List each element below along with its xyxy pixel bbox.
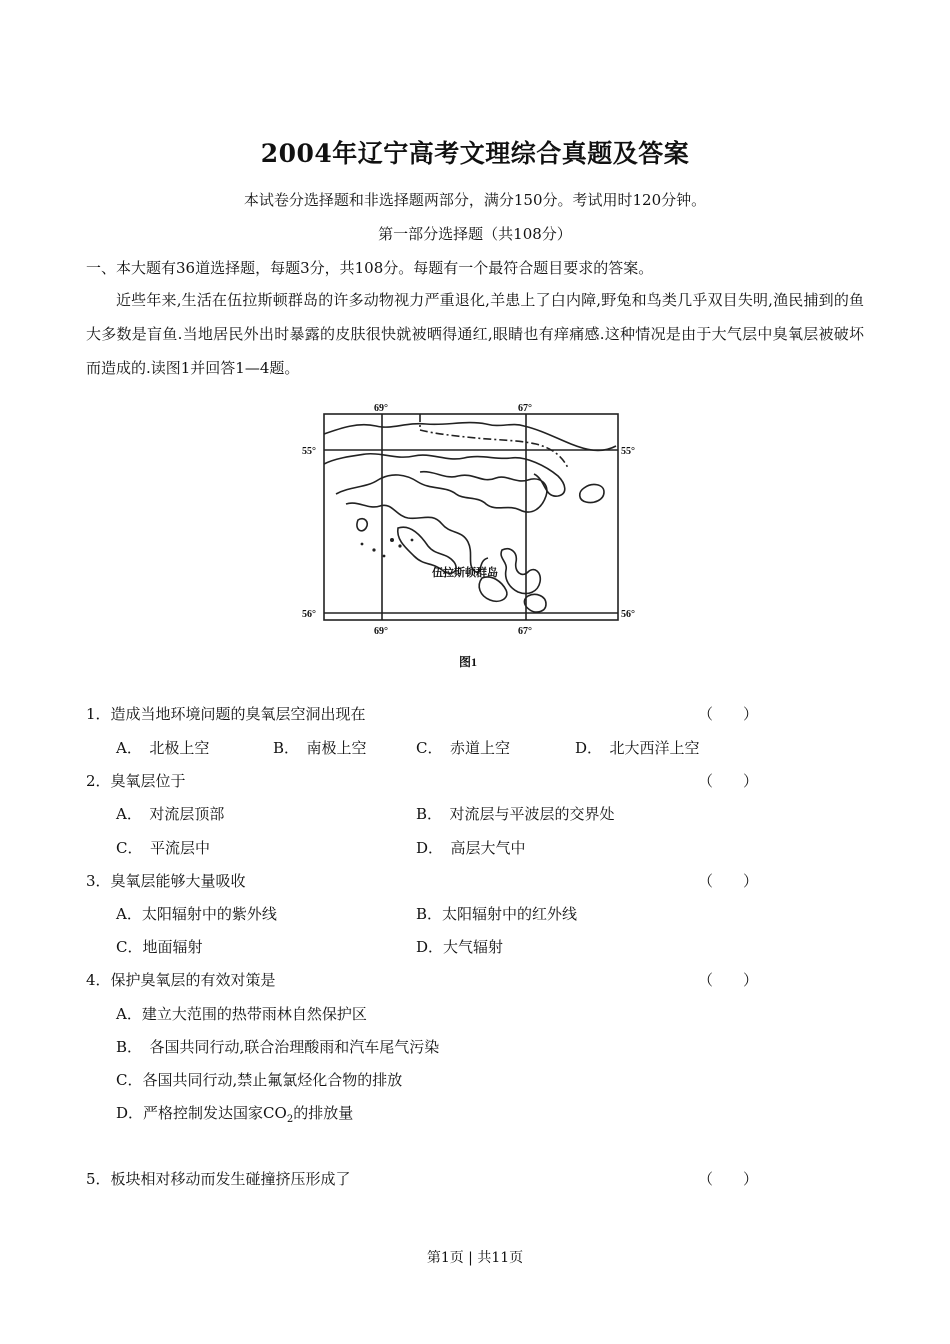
coastline-north — [324, 423, 616, 451]
answer-blank-2: （ ） — [698, 772, 759, 790]
island-outline-5 — [479, 577, 507, 601]
label-lon-69-bottom: 69° — [374, 626, 388, 637]
q3-option-c: C．地面辐射 — [116, 938, 203, 956]
islet-dot — [411, 539, 414, 542]
q2-option-c: C． 平流层中 — [116, 839, 210, 857]
label-lon-69-top: 69° — [374, 403, 388, 414]
islet-dot — [398, 544, 401, 547]
island-outline-4 — [501, 549, 540, 594]
label-lon-67-top: 67° — [518, 403, 532, 414]
q3-option-d: D．大气辐射 — [416, 938, 504, 956]
island-outline-8 — [357, 519, 367, 531]
page-title: 2004年辽宁高考文理综合真题及答案 — [260, 139, 690, 168]
q2-option-a: A． 对流层顶部 — [116, 805, 225, 823]
islet-dot — [372, 548, 375, 551]
islet-dot — [383, 555, 386, 558]
label-lat-56-right: 56° — [621, 609, 635, 620]
q1-option-d: D． 北大西洋上空 — [575, 739, 700, 757]
label-lat-55-left: 55° — [302, 446, 316, 457]
q4-option-c: C．各国共同行动,禁止氟氯烃化合物的排放 — [116, 1071, 403, 1089]
boundary-line — [420, 414, 568, 468]
answer-blank-4: （ ） — [698, 971, 759, 989]
q1-option-c: C． 赤道上空 — [416, 739, 510, 757]
q2-option-b: B． 对流层与平波层的交界处 — [416, 805, 615, 823]
q3-option-a: A．太阳辐射中的紫外线 — [116, 905, 277, 923]
q2-option-d: D． 高层大气中 — [416, 839, 526, 857]
page-footer: 第1页 | 共11页 — [426, 1250, 524, 1266]
section-instruction: 一、本大题有36道选择题，每题3分，共108分。每题有一个最符合题目要求的答案。 — [86, 259, 654, 277]
answer-blank-3: （ ） — [698, 872, 759, 890]
figure-caption: 图1 — [459, 655, 478, 669]
island-outline-6 — [524, 594, 546, 612]
question-5-stem: 5．板块相对移动而发生碰撞挤压形成了 — [86, 1170, 351, 1188]
label-lat-55-right: 55° — [621, 446, 635, 457]
question-4-stem: 4．保护臭氧层的有效对策是 — [86, 971, 276, 989]
figure-1-map — [296, 400, 646, 674]
q3-option-b: B．太阳辐射中的红外线 — [416, 905, 578, 923]
q1-option-a: A． 北极上空 — [116, 739, 210, 757]
question-1-stem: 1．造成当地环境问题的臭氧层空洞出现在 — [86, 705, 366, 723]
exam-intro: 本试卷分选择题和非选择题两部分，满分150分。考试用时120分钟。 — [243, 191, 707, 209]
island-outline-7 — [580, 485, 604, 503]
label-lon-67-bottom: 67° — [518, 626, 532, 637]
q4-option-d-subscript: 2 — [286, 1114, 294, 1125]
q4-option-d-text: D．严格控制发达国家CO — [116, 1104, 287, 1122]
answer-blank-5: （ ） — [698, 1170, 759, 1188]
islet-dot — [390, 538, 394, 542]
islet-dot — [361, 543, 364, 546]
question-2-stem: 2．臭氧层位于 — [86, 772, 186, 790]
q4-option-b: B． 各国共同行动,联合治理酸雨和汽车尾气污染 — [116, 1038, 440, 1056]
q4-option-d — [116, 1103, 353, 1130]
label-lat-56-left: 56° — [302, 609, 316, 620]
island-outline-2 — [346, 503, 488, 573]
reading-passage: 近些年来,生活在伍拉斯顿群岛的许多动物视力严重退化,羊患上了白内障,野兔和鸟类几乎双目失明,渔民捕到的鱼大多数是盲鱼.当地居民外出时暴露的皮肤很快就被晒得通红,眼睛也有痒痛感.这种情况是由于大气层中臭氧层被破坏而造成的.读图1并回答1—4题。 — [86, 291, 864, 377]
part-title: 第一部分选择题（共108分） — [378, 225, 572, 243]
question-3-stem: 3．臭氧层能够大量吸收 — [86, 872, 246, 890]
answer-blank-1: （ ） — [698, 705, 759, 723]
q1-option-b: B． 南极上空 — [273, 739, 367, 757]
label-island: 伍拉斯顿群岛 — [432, 567, 498, 579]
q4-option-a: A．建立大范围的热带雨林自然保护区 — [116, 1005, 367, 1023]
q4-option-d-tail: 的排放量 — [293, 1104, 354, 1122]
